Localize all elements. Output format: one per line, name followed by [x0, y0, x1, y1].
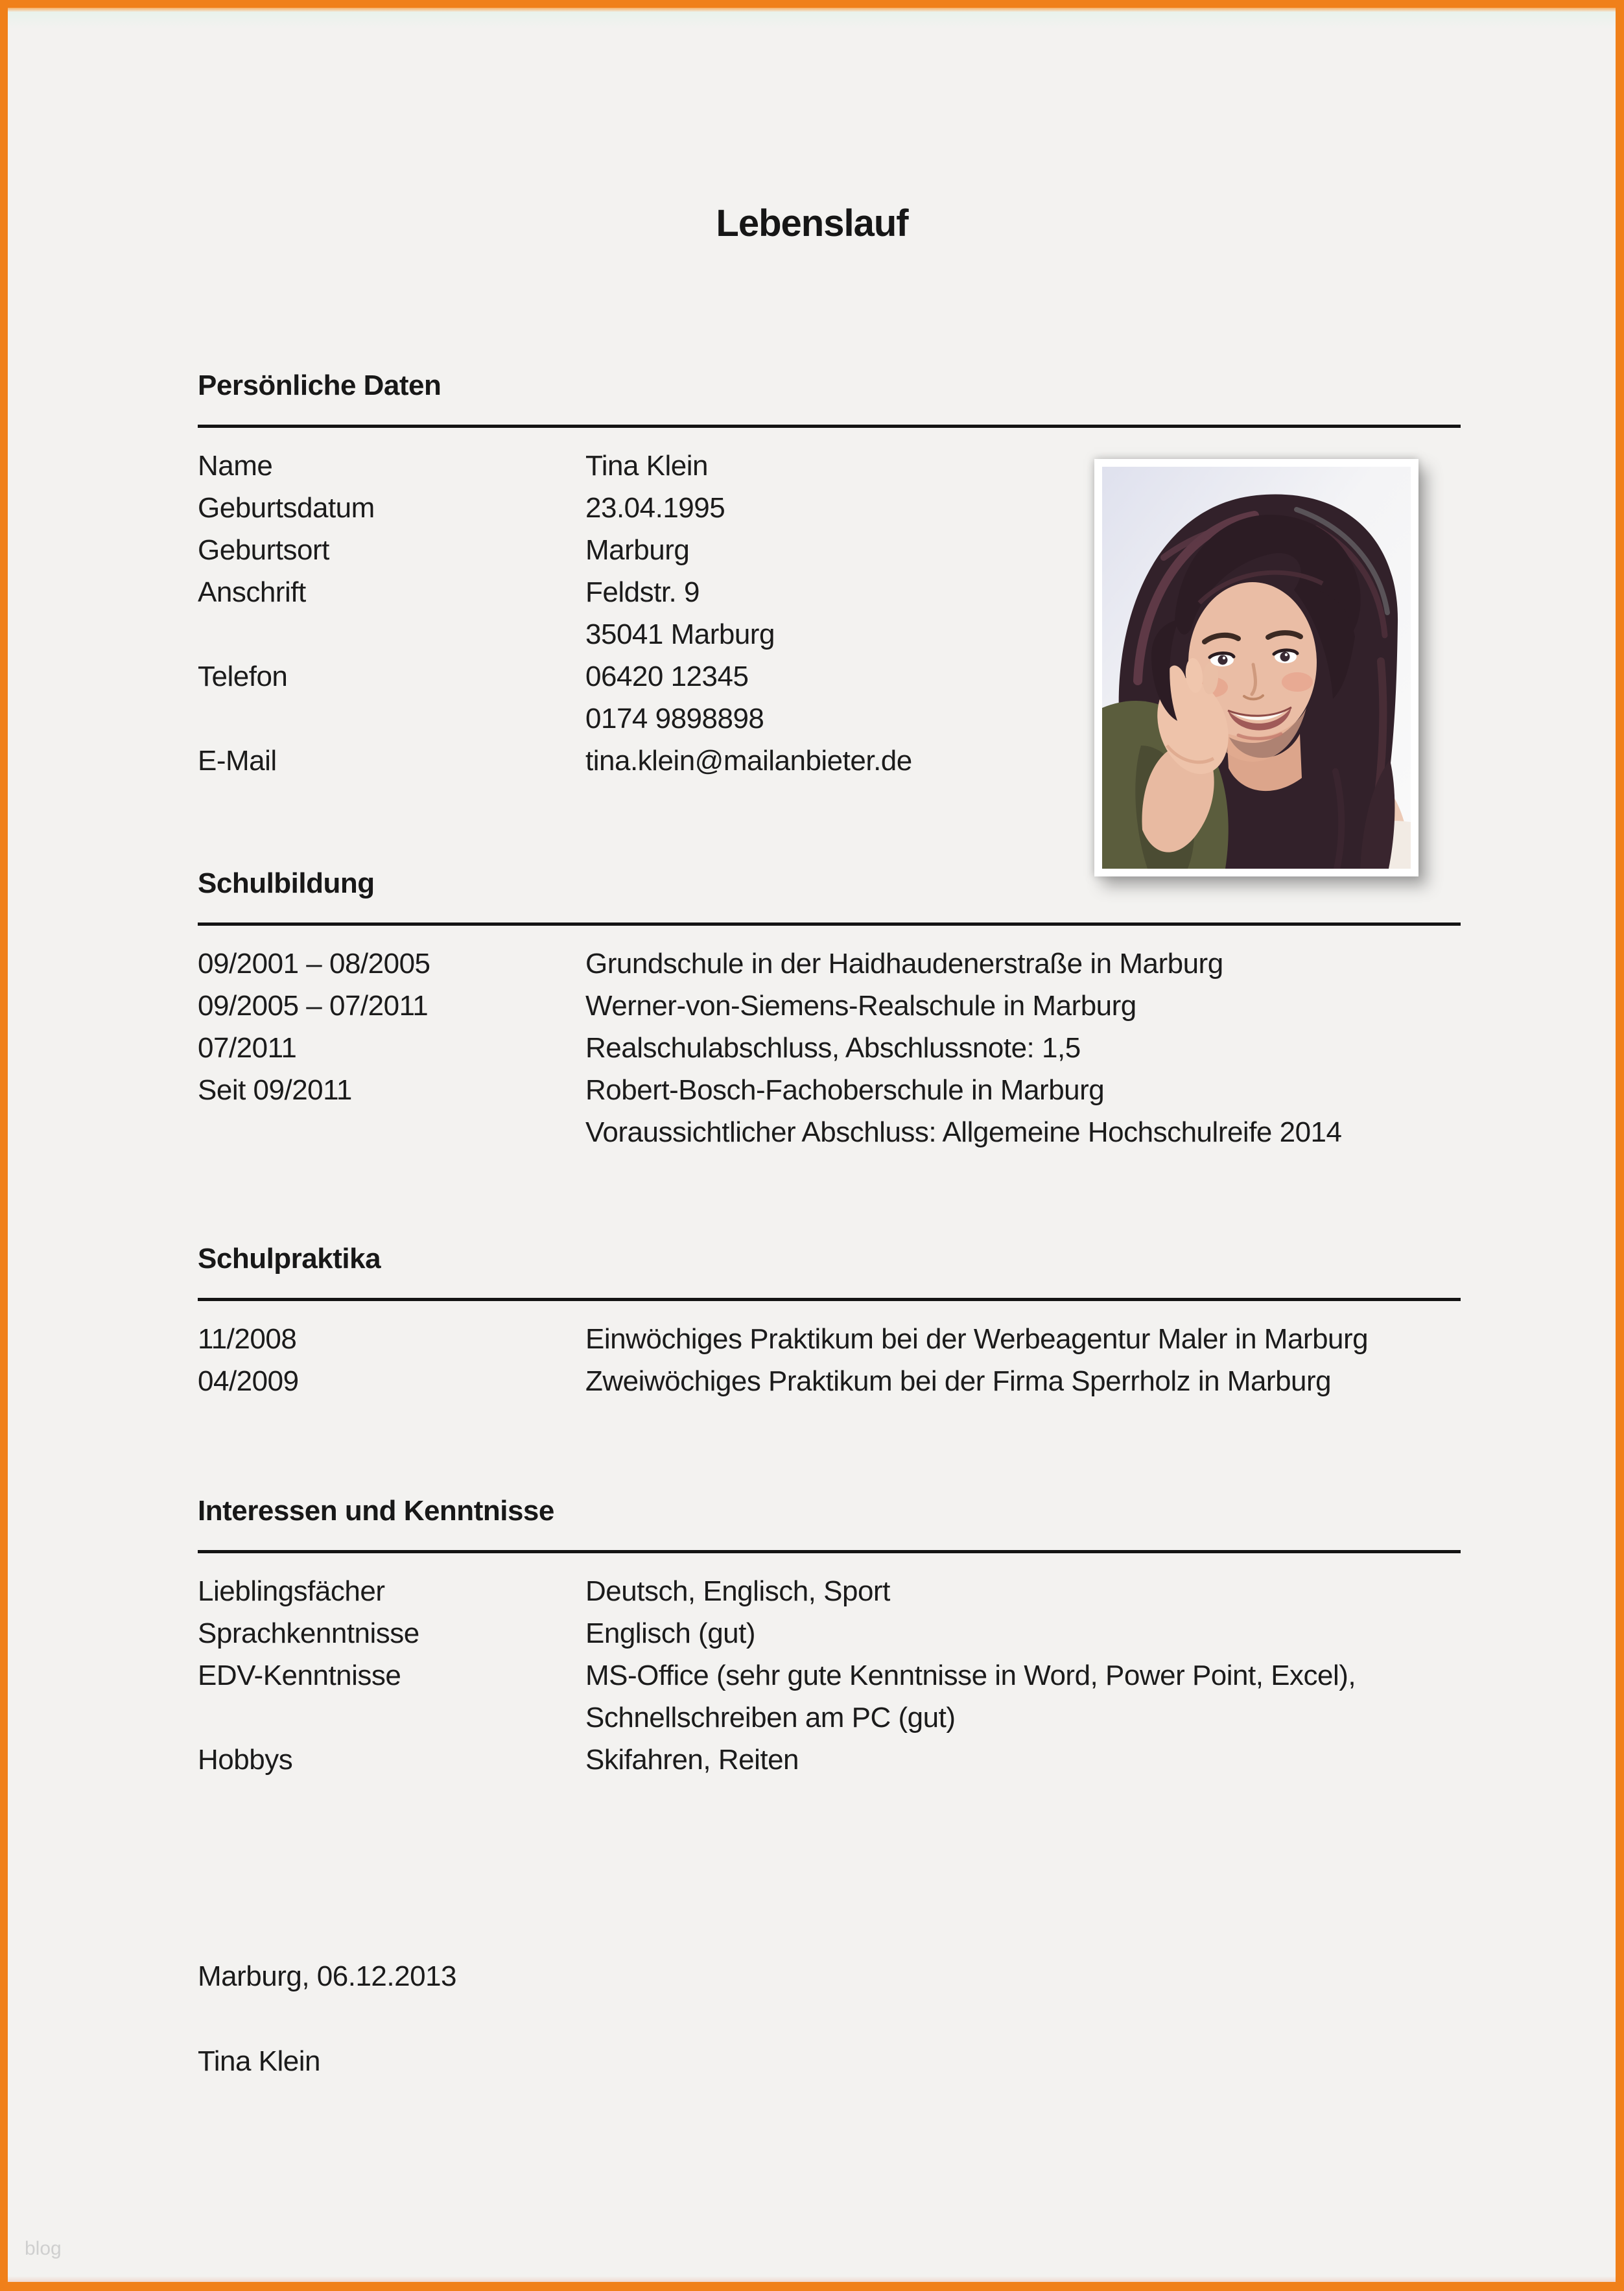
section-rule [198, 922, 1461, 926]
row-value: Schnellschreiben am PC (gut) [585, 1702, 956, 1733]
section-rule [198, 425, 1461, 428]
row-label: 09/2001 – 08/2005 [198, 948, 430, 980]
data-row [198, 1612, 1461, 1654]
row-value: Deutsch, Englisch, Sport [585, 1575, 890, 1607]
row-value: Werner-von-Siemens-Realschule in Marburg [585, 990, 1136, 1022]
section-rule [198, 1298, 1461, 1301]
row-value: Englisch (gut) [585, 1617, 756, 1649]
row-value: 35041 Marburg [585, 618, 775, 650]
row-label [198, 613, 585, 655]
row-value: Feldstr. 9 [585, 576, 700, 608]
section-rows [198, 943, 1461, 1153]
section-rows [198, 1570, 1461, 1781]
section-heading: Interessen und Kenntnisse [198, 1495, 554, 1527]
row-value: Grundschule in der Haidhaudenerstraße in Marburg [585, 948, 1223, 980]
portrait-illustration [1102, 467, 1411, 869]
row-value: Skifahren, Reiten [585, 1744, 799, 1776]
row-label [198, 1697, 585, 1739]
row-label: Seit 09/2011 [198, 1074, 352, 1106]
row-label: EDV-Kenntnisse [198, 1660, 401, 1691]
row-value: MS-Office (sehr gute Kenntnisse in Word, Power Point, Excel), [585, 1660, 1356, 1691]
row-label: Geburtsdatum [198, 492, 375, 524]
row-label [198, 698, 585, 740]
page-title: Lebenslauf [716, 202, 908, 244]
data-row [198, 985, 1461, 1027]
row-label: Geburtsort [198, 534, 329, 566]
data-row [198, 1739, 1461, 1781]
data-row [198, 943, 1461, 985]
page-border-right [1616, 0, 1624, 2291]
row-label: Sprachkenntnisse [198, 1617, 419, 1649]
data-row [198, 1069, 1461, 1111]
signature-name: Tina Klein [198, 2045, 321, 2077]
section-rule [198, 1550, 1461, 1553]
section-heading: Schulpraktika [198, 1243, 381, 1275]
row-value: 23.04.1995 [585, 492, 725, 524]
section-rows [198, 1318, 1461, 1402]
row-value: Einwöchiges Praktikum bei der Werbeagentur Maler in Marburg [585, 1323, 1369, 1355]
row-label: 09/2005 – 07/2011 [198, 990, 429, 1022]
watermark-text: blog [25, 2238, 62, 2259]
section-interessen-und-kenntnisse [198, 1496, 1461, 1781]
section-schulbildung [198, 869, 1461, 1153]
row-label: Anschrift [198, 576, 306, 608]
data-row [198, 1697, 1461, 1739]
row-label: 04/2009 [198, 1365, 299, 1397]
data-row [198, 1318, 1461, 1360]
section-heading: Schulbildung [198, 867, 375, 899]
data-row [198, 1360, 1461, 1402]
page-border-left [0, 0, 8, 2291]
data-row [198, 1027, 1461, 1069]
row-value: Voraussichtlicher Abschluss: Allgemeine Hochschulreife 2014 [585, 1116, 1342, 1148]
data-row [198, 1570, 1461, 1612]
row-label: Lieblingsfächer [198, 1575, 385, 1607]
row-value: Tina Klein [585, 450, 709, 482]
row-value: Robert-Bosch-Fachoberschule in Marburg [585, 1074, 1105, 1106]
section-heading: Persönliche Daten [198, 370, 441, 401]
row-value: Marburg [585, 534, 690, 566]
row-label [198, 1111, 585, 1153]
row-label: Telefon [198, 661, 288, 692]
row-label: E-Mail [198, 745, 277, 777]
row-label: 11/2008 [198, 1323, 297, 1355]
data-row [198, 1654, 1461, 1697]
row-value: Zweiwöchiges Praktikum bei der Firma Sperrholz in Marburg [585, 1365, 1332, 1397]
row-value: 06420 12345 [585, 661, 749, 692]
data-row [198, 1111, 1461, 1153]
applicant-photo [1094, 459, 1418, 876]
row-value: 0174 9898898 [585, 703, 764, 734]
row-value: tina.klein@mailanbieter.de [585, 745, 912, 777]
signature-place-date: Marburg, 06.12.2013 [198, 1960, 457, 1992]
sections [198, 0, 1461, 2291]
row-label: Hobbys [198, 1744, 293, 1776]
section-schulpraktika [198, 1244, 1461, 1402]
row-value: Realschulabschluss, Abschlussnote: 1,5 [585, 1032, 1081, 1064]
row-label: 07/2011 [198, 1032, 297, 1064]
row-label: Name [198, 450, 273, 482]
